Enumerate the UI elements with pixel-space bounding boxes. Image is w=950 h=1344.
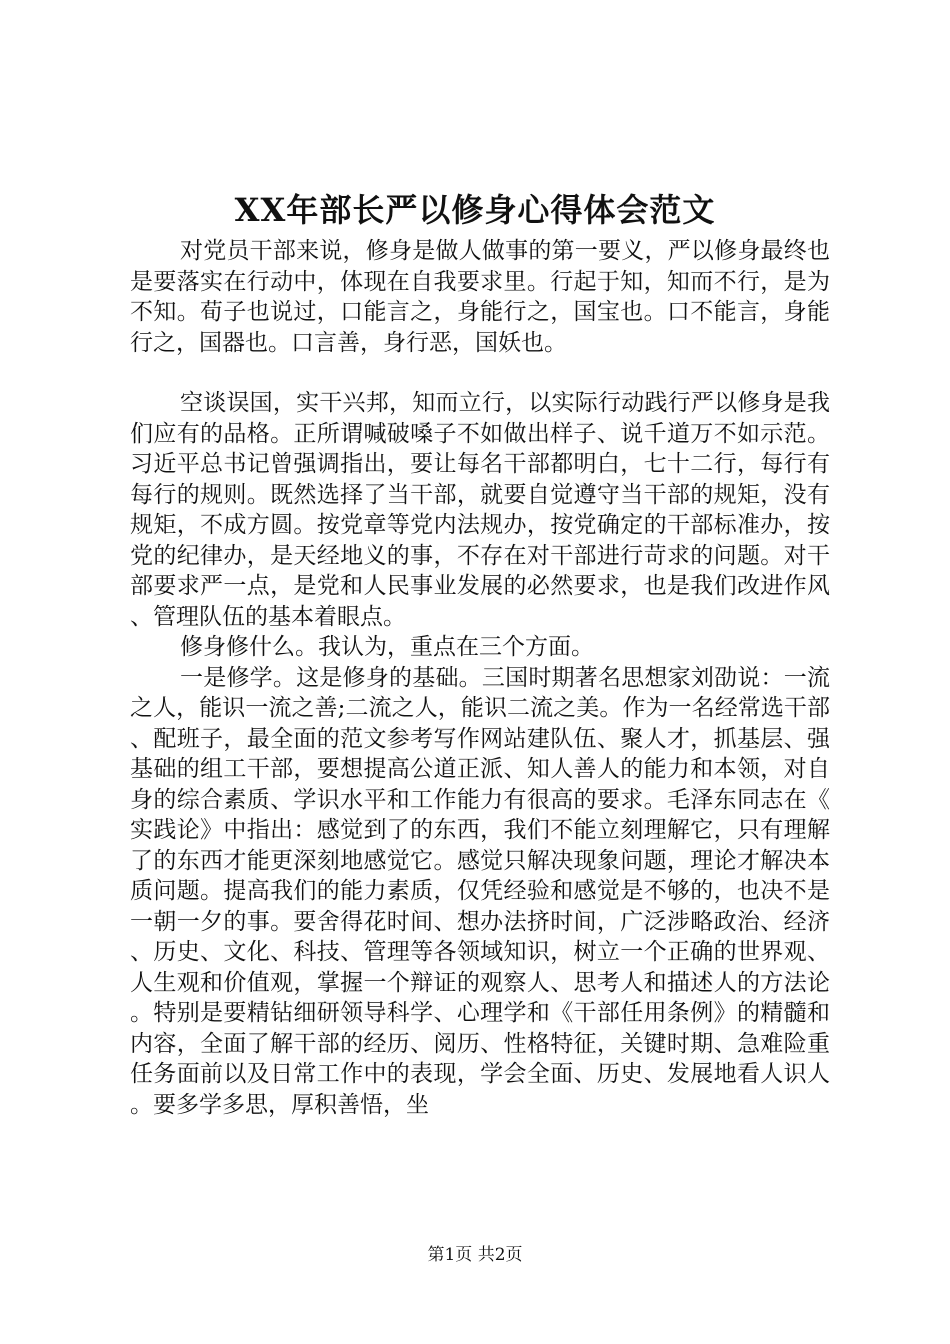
paragraph-practice: 空谈误国，实干兴邦，知而立行，以实际行动践行严以修身是我们应有的品格。正所谓喊破嗓子不如做出样子、说千道万不如示范。习近平总书记曾强调指出，要让每名干部都明白，七十二行，每行有每行的规则。既然选择了当干部，就要自觉遵守当干部的规矩，没有规矩，不成方圆。按党章等党内法规办，按党确定的干部标准办，按党的纪律办，是天经地义的事，不存在对干部进行苛求的问题。对干部要求严一点，是党和人民事业发展的必然要求，也是我们改进作风、管理队伍的基本着眼点。 — [130, 390, 830, 630]
document-title: XX年部长严以修身心得体会范文 — [234, 191, 716, 229]
page-number-footer: 第1页 共2页 — [427, 1245, 523, 1265]
paragraph-question: 修身修什么。我认为，重点在三个方面。 — [180, 634, 594, 660]
paragraph-study: 一是修学。这是修身的基础。三国时期著名思想家刘劭说：一流之人，能识一流之善;二流之人，能识二流之美。作为一名经常选干部、配班子，最全面的范文参考写作网站建队伍、聚人才，抓基层、强基础的组工干部，要想提高公道正派、知人善人的能力和本领，对自身的综合素质、学识水平和工作能力有很高的要求。毛泽东同志在《实践论》中指出：感觉到了的东西，我们不能立刻理解它，只有理解了的东西才能更深刻地感觉它。感觉只解决现象问题，理论才解决本质问题。提高我们的能力素质，仅凭经验和感觉是不够的，也决不是一朝一夕的事。要舍得花时间、想办法挤时间，广泛涉略政治、经济、历史、文化、科技、管理等各领域知识，树立一个正确的世界观、人生观和价值观，掌握一个辩证的观察人、思考人和描述人的方法论。特别是要精钻细研领导科学、心理学和《干部任用条例》的精髓和内容，全面了解干部的经历、阅历、性格特征，关键时期、急难险重任务面前以及日常工作中的表现，学会全面、历史、发展地看人识人。要多学多思，厚积善悟，坐 — [130, 664, 830, 1118]
document-body — [130, 236, 830, 1120]
paragraph-intro: 对党员干部来说，修身是做人做事的第一要义，严以修身最终也是要落实在行动中，体现在自我要求里。行起于知，知而不行，是为不知。荀子也说过，口能言之，身能行之，国宝也。口不能言，身能行之，国器也。口言善，身行恶，国妖也。 — [130, 238, 830, 356]
